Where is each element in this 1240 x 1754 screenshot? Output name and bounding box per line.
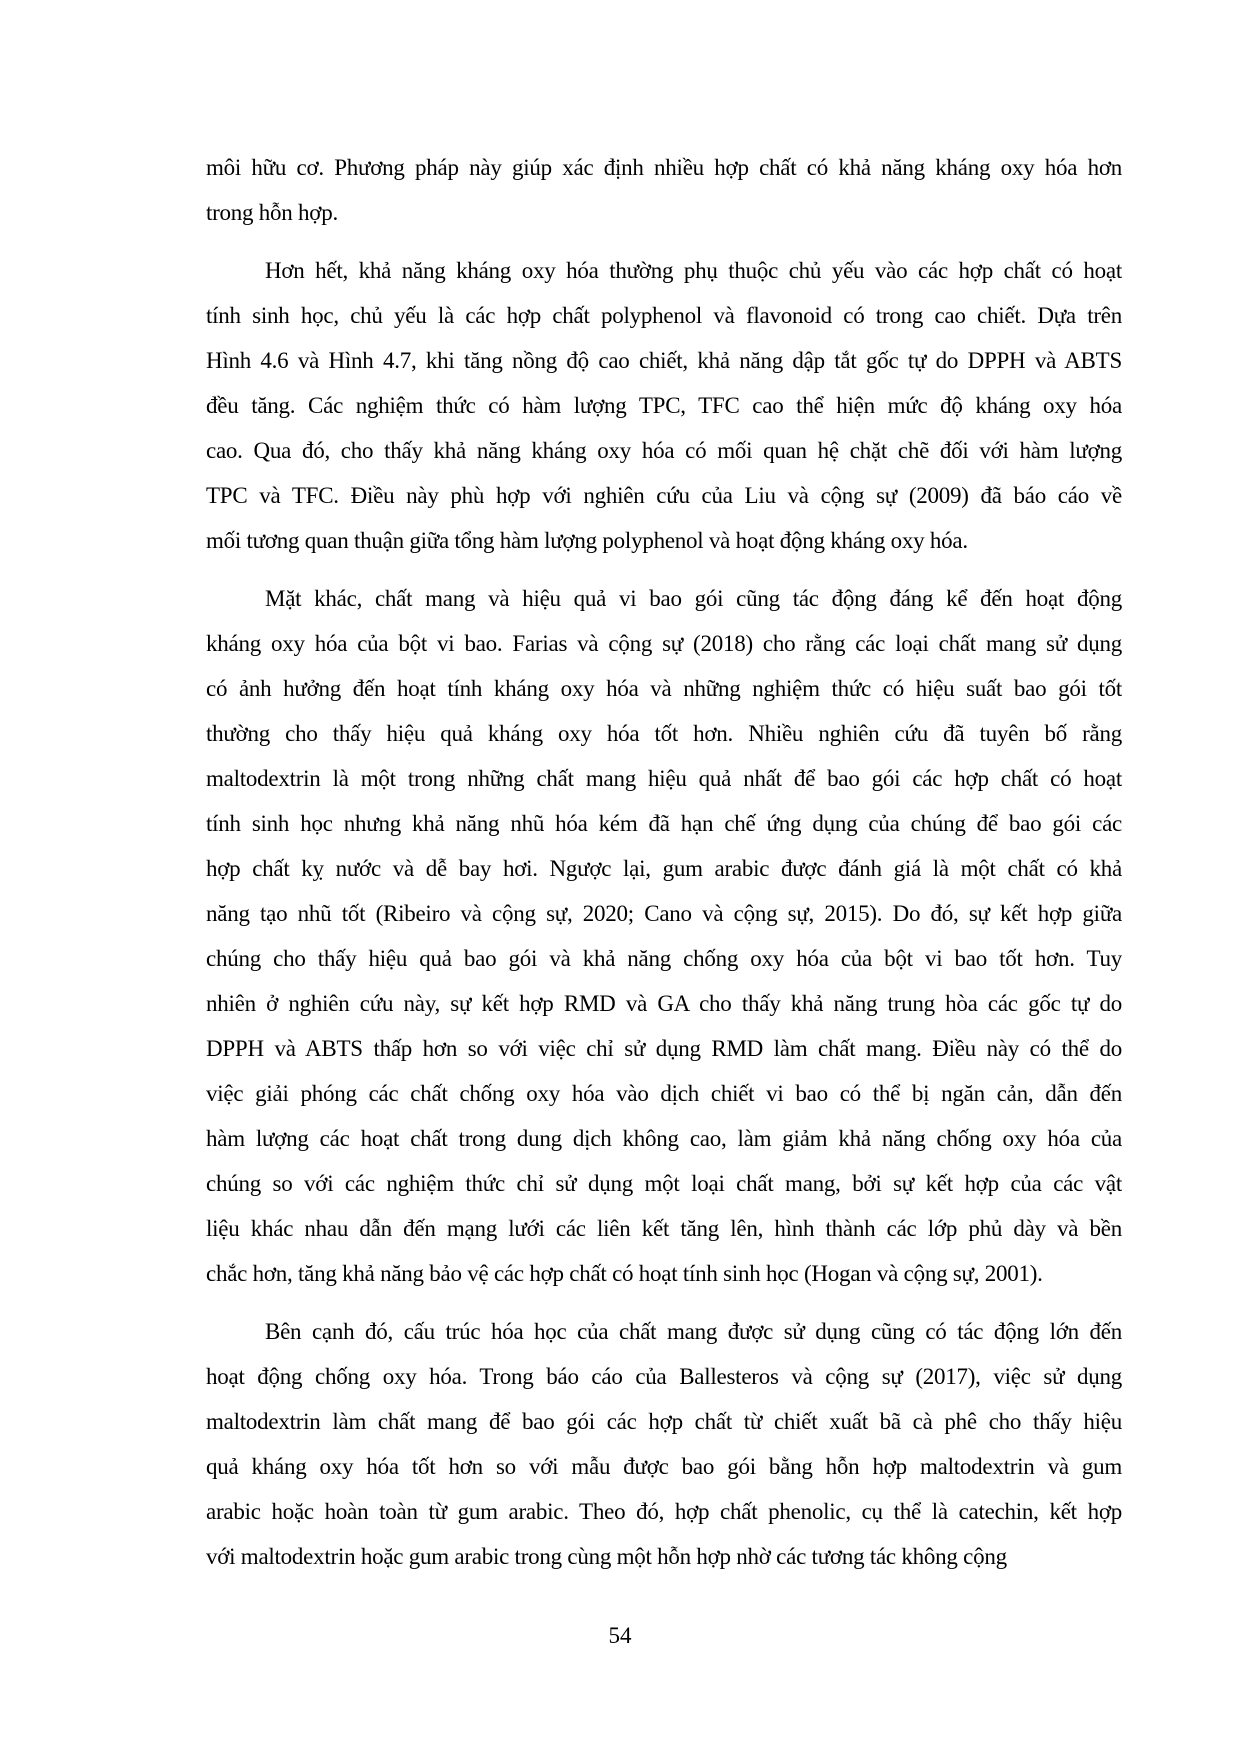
- text-line: Mặt khác, chất mang và hiệu quả vi bao gói cũng tác động đáng kể đến hoạt động: [265, 586, 1122, 611]
- paragraph: [206, 248, 1122, 563]
- text-line: tính sinh học nhưng khả năng nhũ hóa kém đã hạn chế ứng dụng của chúng để bao gói các: [206, 811, 1122, 836]
- text-line: đều tăng. Các nghiệm thức có hàm lượng TPC, TFC cao thể hiện mức độ kháng oxy hóa: [206, 393, 1122, 418]
- text-line: thường cho thấy hiệu quả kháng oxy hóa tốt hơn. Nhiều nghiên cứu đã tuyên bố rằng: [206, 721, 1122, 746]
- text-line: maltodextrin là một trong những chất mang hiệu quả nhất để bao gói các hợp chất có hoạt: [206, 766, 1122, 791]
- text-line: việc giải phóng các chất chống oxy hóa vào dịch chiết vi bao có thể bị ngăn cản, dẫn đến: [206, 1081, 1122, 1106]
- page-number: 54: [608, 1623, 632, 1648]
- text-line: DPPH và ABTS thấp hơn so với việc chỉ sử dụng RMD làm chất mang. Điều này có thể do: [206, 1036, 1122, 1061]
- text-line: nhiên ở nghiên cứu này, sự kết hợp RMD và GA cho thấy khả năng trung hòa các gốc tự do: [206, 991, 1122, 1016]
- text-line: arabic hoặc hoàn toàn từ gum arabic. Theo đó, hợp chất phenolic, cụ thể là catechin, kết hợp: [206, 1499, 1122, 1524]
- text-line: cao. Qua đó, cho thấy khả năng kháng oxy hóa có mối quan hệ chặt chẽ đối với hàm lượng: [206, 438, 1122, 463]
- text-line: Hình 4.6 và Hình 4.7, khi tăng nồng độ cao chiết, khả năng dập tắt gốc tự do DPPH và ABTS: [206, 348, 1122, 373]
- text-line: quả kháng oxy hóa tốt hơn so với mẫu được bao gói bằng hỗn hợp maltodextrin và gum: [206, 1454, 1122, 1479]
- text-line: năng tạo nhũ tốt (Ribeiro và cộng sự, 2020; Cano và cộng sự, 2015). Do đó, sự kết hợp giữa: [206, 901, 1122, 926]
- text-line: TPC và TFC. Điều này phù hợp với nghiên cứu của Liu và cộng sự (2009) đã báo cáo về: [206, 483, 1122, 508]
- text-line: chúng so với các nghiệm thức chỉ sử dụng một loại chất mang, bởi sự kết hợp của các vật: [206, 1171, 1122, 1196]
- text-line: có ảnh hưởng đến hoạt tính kháng oxy hóa và những nghiệm thức có hiệu suất bao gói tốt: [206, 676, 1122, 701]
- text-line: kháng oxy hóa của bột vi bao. Farias và cộng sự (2018) cho rằng các loại chất mang sử dụng: [206, 631, 1122, 656]
- text-line: hợp chất kỵ nước và dễ bay hơi. Ngược lại, gum arabic được đánh giá là một chất có khả: [206, 856, 1122, 881]
- text-line: mối tương quan thuận giữa tổng hàm lượng polyphenol và hoạt động kháng oxy hóa.: [206, 528, 968, 553]
- text-line: tính sinh học, chủ yếu là các hợp chất polyphenol và flavonoid có trong cao chiết. Dựa trên: [206, 303, 1122, 328]
- text-line: hoạt động chống oxy hóa. Trong báo cáo của Ballesteros và cộng sự (2017), việc sử dụng: [206, 1364, 1122, 1389]
- text-line: maltodextrin làm chất mang để bao gói các hợp chất từ chiết xuất bã cà phê cho thấy hiệu: [206, 1409, 1122, 1434]
- text-line: Bên cạnh đó, cấu trúc hóa học của chất mang được sử dụng cũng có tác động lớn đến: [265, 1319, 1122, 1344]
- text-line: hàm lượng các hoạt chất trong dung dịch không cao, làm giảm khả năng chống oxy hóa của: [206, 1126, 1122, 1151]
- text-line: liệu khác nhau dẫn đến mạng lưới các liên kết tăng lên, hình thành các lớp phủ dày và bền: [206, 1216, 1122, 1241]
- paragraph: [206, 1309, 1122, 1579]
- page-body: [206, 145, 1122, 1579]
- text-line: chúng cho thấy hiệu quả bao gói và khả năng chống oxy hóa của bột vi bao tốt hơn. Tuy: [206, 946, 1122, 971]
- text-line: Hơn hết, khả năng kháng oxy hóa thường phụ thuộc chủ yếu vào các hợp chất có hoạt: [265, 258, 1122, 283]
- paragraph: [206, 576, 1122, 1296]
- text-line: chắc hơn, tăng khả năng bảo vệ các hợp chất có hoạt tính sinh học (Hogan và cộng sự, 2001).: [206, 1261, 1043, 1286]
- text-line: trong hỗn hợp.: [206, 200, 338, 225]
- text-line: môi hữu cơ. Phương pháp này giúp xác định nhiều hợp chất có khả năng kháng oxy hóa hơn: [206, 155, 1122, 180]
- paragraph: [206, 145, 1122, 235]
- text-line: với maltodextrin hoặc gum arabic trong cùng một hỗn hợp nhờ các tương tác không cộng: [206, 1544, 1007, 1569]
